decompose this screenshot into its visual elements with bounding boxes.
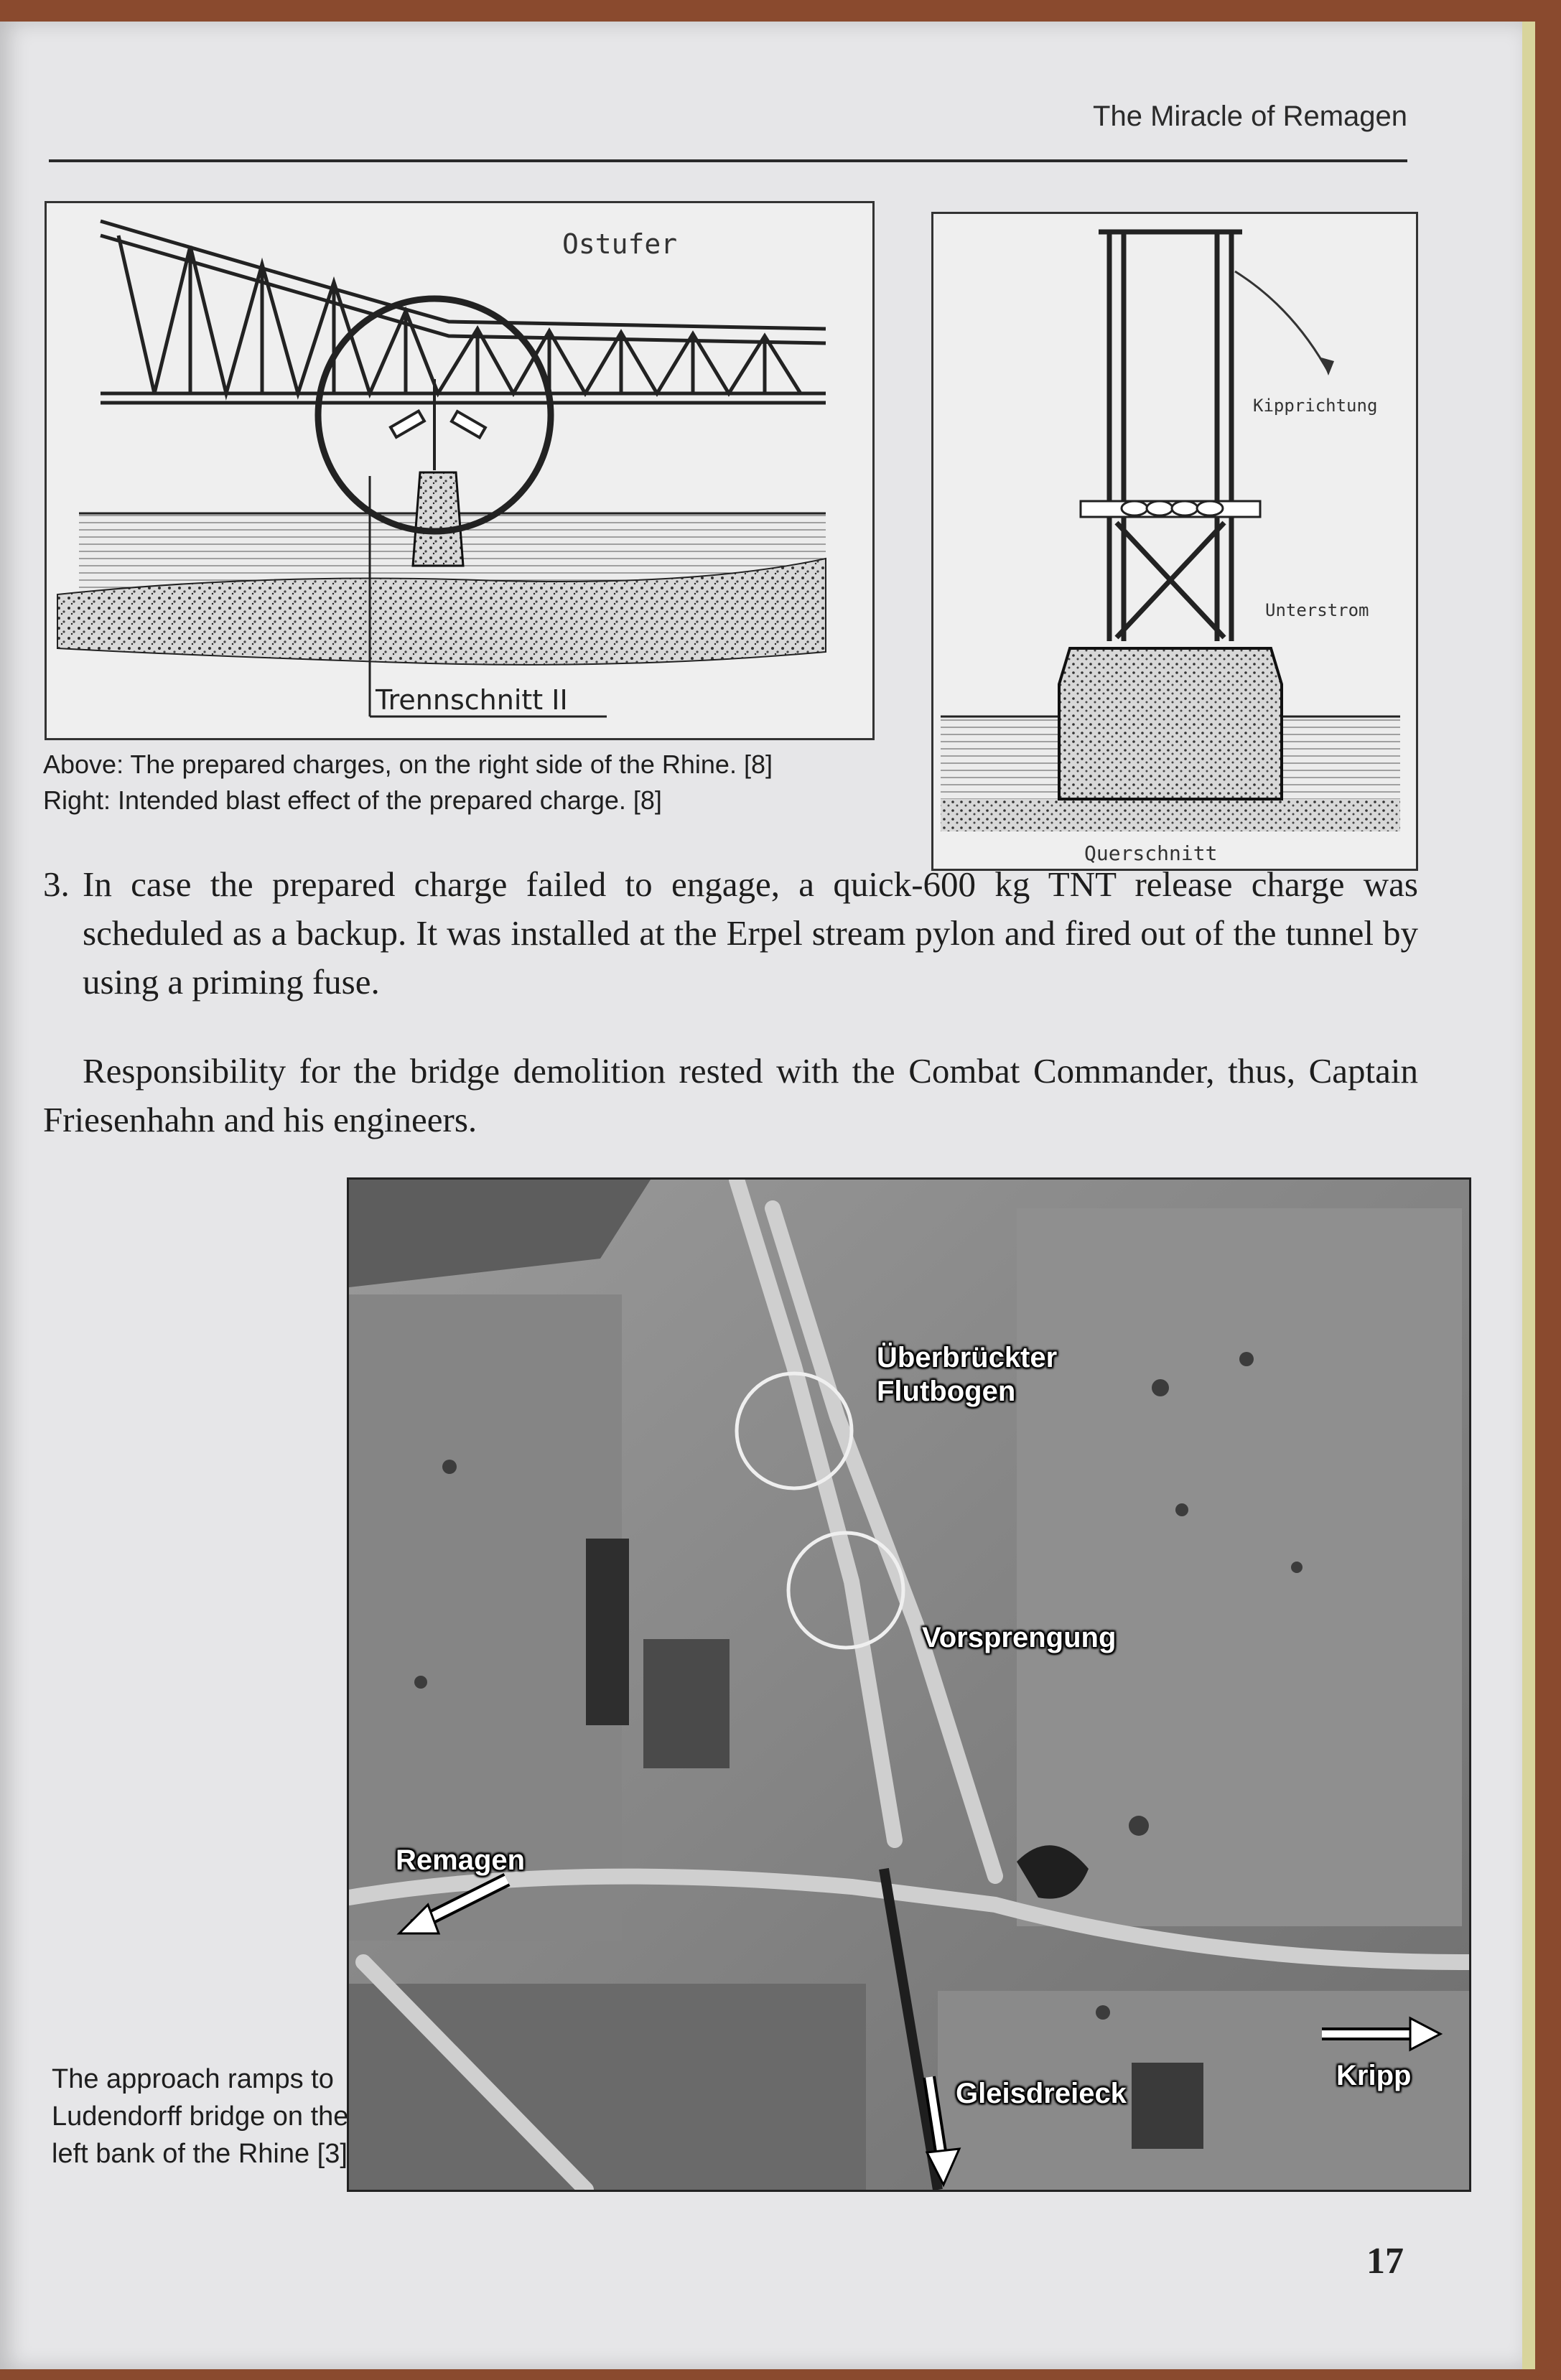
label-flutbogen-line2: Flutbogen (877, 1376, 1016, 1407)
trennschnitt-label: Trennschnitt II (376, 684, 568, 716)
unterstrom-label: Unterstrom (1265, 600, 1369, 620)
label-vorsprengung: Vorsprengung (922, 1622, 1117, 1653)
header-rule (49, 159, 1407, 162)
responsibility-paragraph: Responsibility for the bridge demolition rested with the Combat Commander, thus, Captain Friesenhahn and his engineers. (43, 1051, 1418, 1139)
label-kripp: Kripp (1336, 2060, 1412, 2091)
page-number: 17 (1366, 2241, 1404, 2282)
ostufer-label: Ostufer (562, 228, 678, 260)
running-header: The Miracle of Remagen (1093, 101, 1407, 132)
photo-caption: The approach ramps to Ludendorff bridge on the left bank of the Rhine [3] (52, 2064, 349, 2169)
figure-blast-effect (931, 212, 1418, 871)
bridge-elevation-drawing (47, 203, 872, 738)
list-item-3-text: In case the prepared charge failed to engage, a quick-600 kg TNT release charge was scheduled as a backup. It was installed at the Erpel stream pylon and fired out of the tunnel by using a priming fuse. (83, 864, 1418, 1002)
pylon-cross-section-drawing (933, 214, 1416, 869)
querschnitt-label: Querschnitt (1084, 841, 1218, 865)
figure-prepared-charges (45, 201, 875, 740)
caption-right: Right: Intended blast effect of the prepared charge. [8] (43, 785, 662, 815)
kipprichtung-label: Kipprichtung (1253, 396, 1378, 416)
book-page (0, 22, 1535, 2369)
aerial-photo-image (349, 1180, 1469, 2190)
caption-above: Above: The prepared charges, on the right side of the Rhine. [8] (43, 750, 773, 779)
label-remagen: Remagen (396, 1844, 526, 1876)
label-flutbogen-line1: Überbrückter (877, 1342, 1058, 1373)
list-item-3-number: 3. (43, 864, 70, 904)
aerial-photo (347, 1177, 1471, 2192)
label-gleisdreieck: Gleisdreieck (956, 2078, 1127, 2109)
